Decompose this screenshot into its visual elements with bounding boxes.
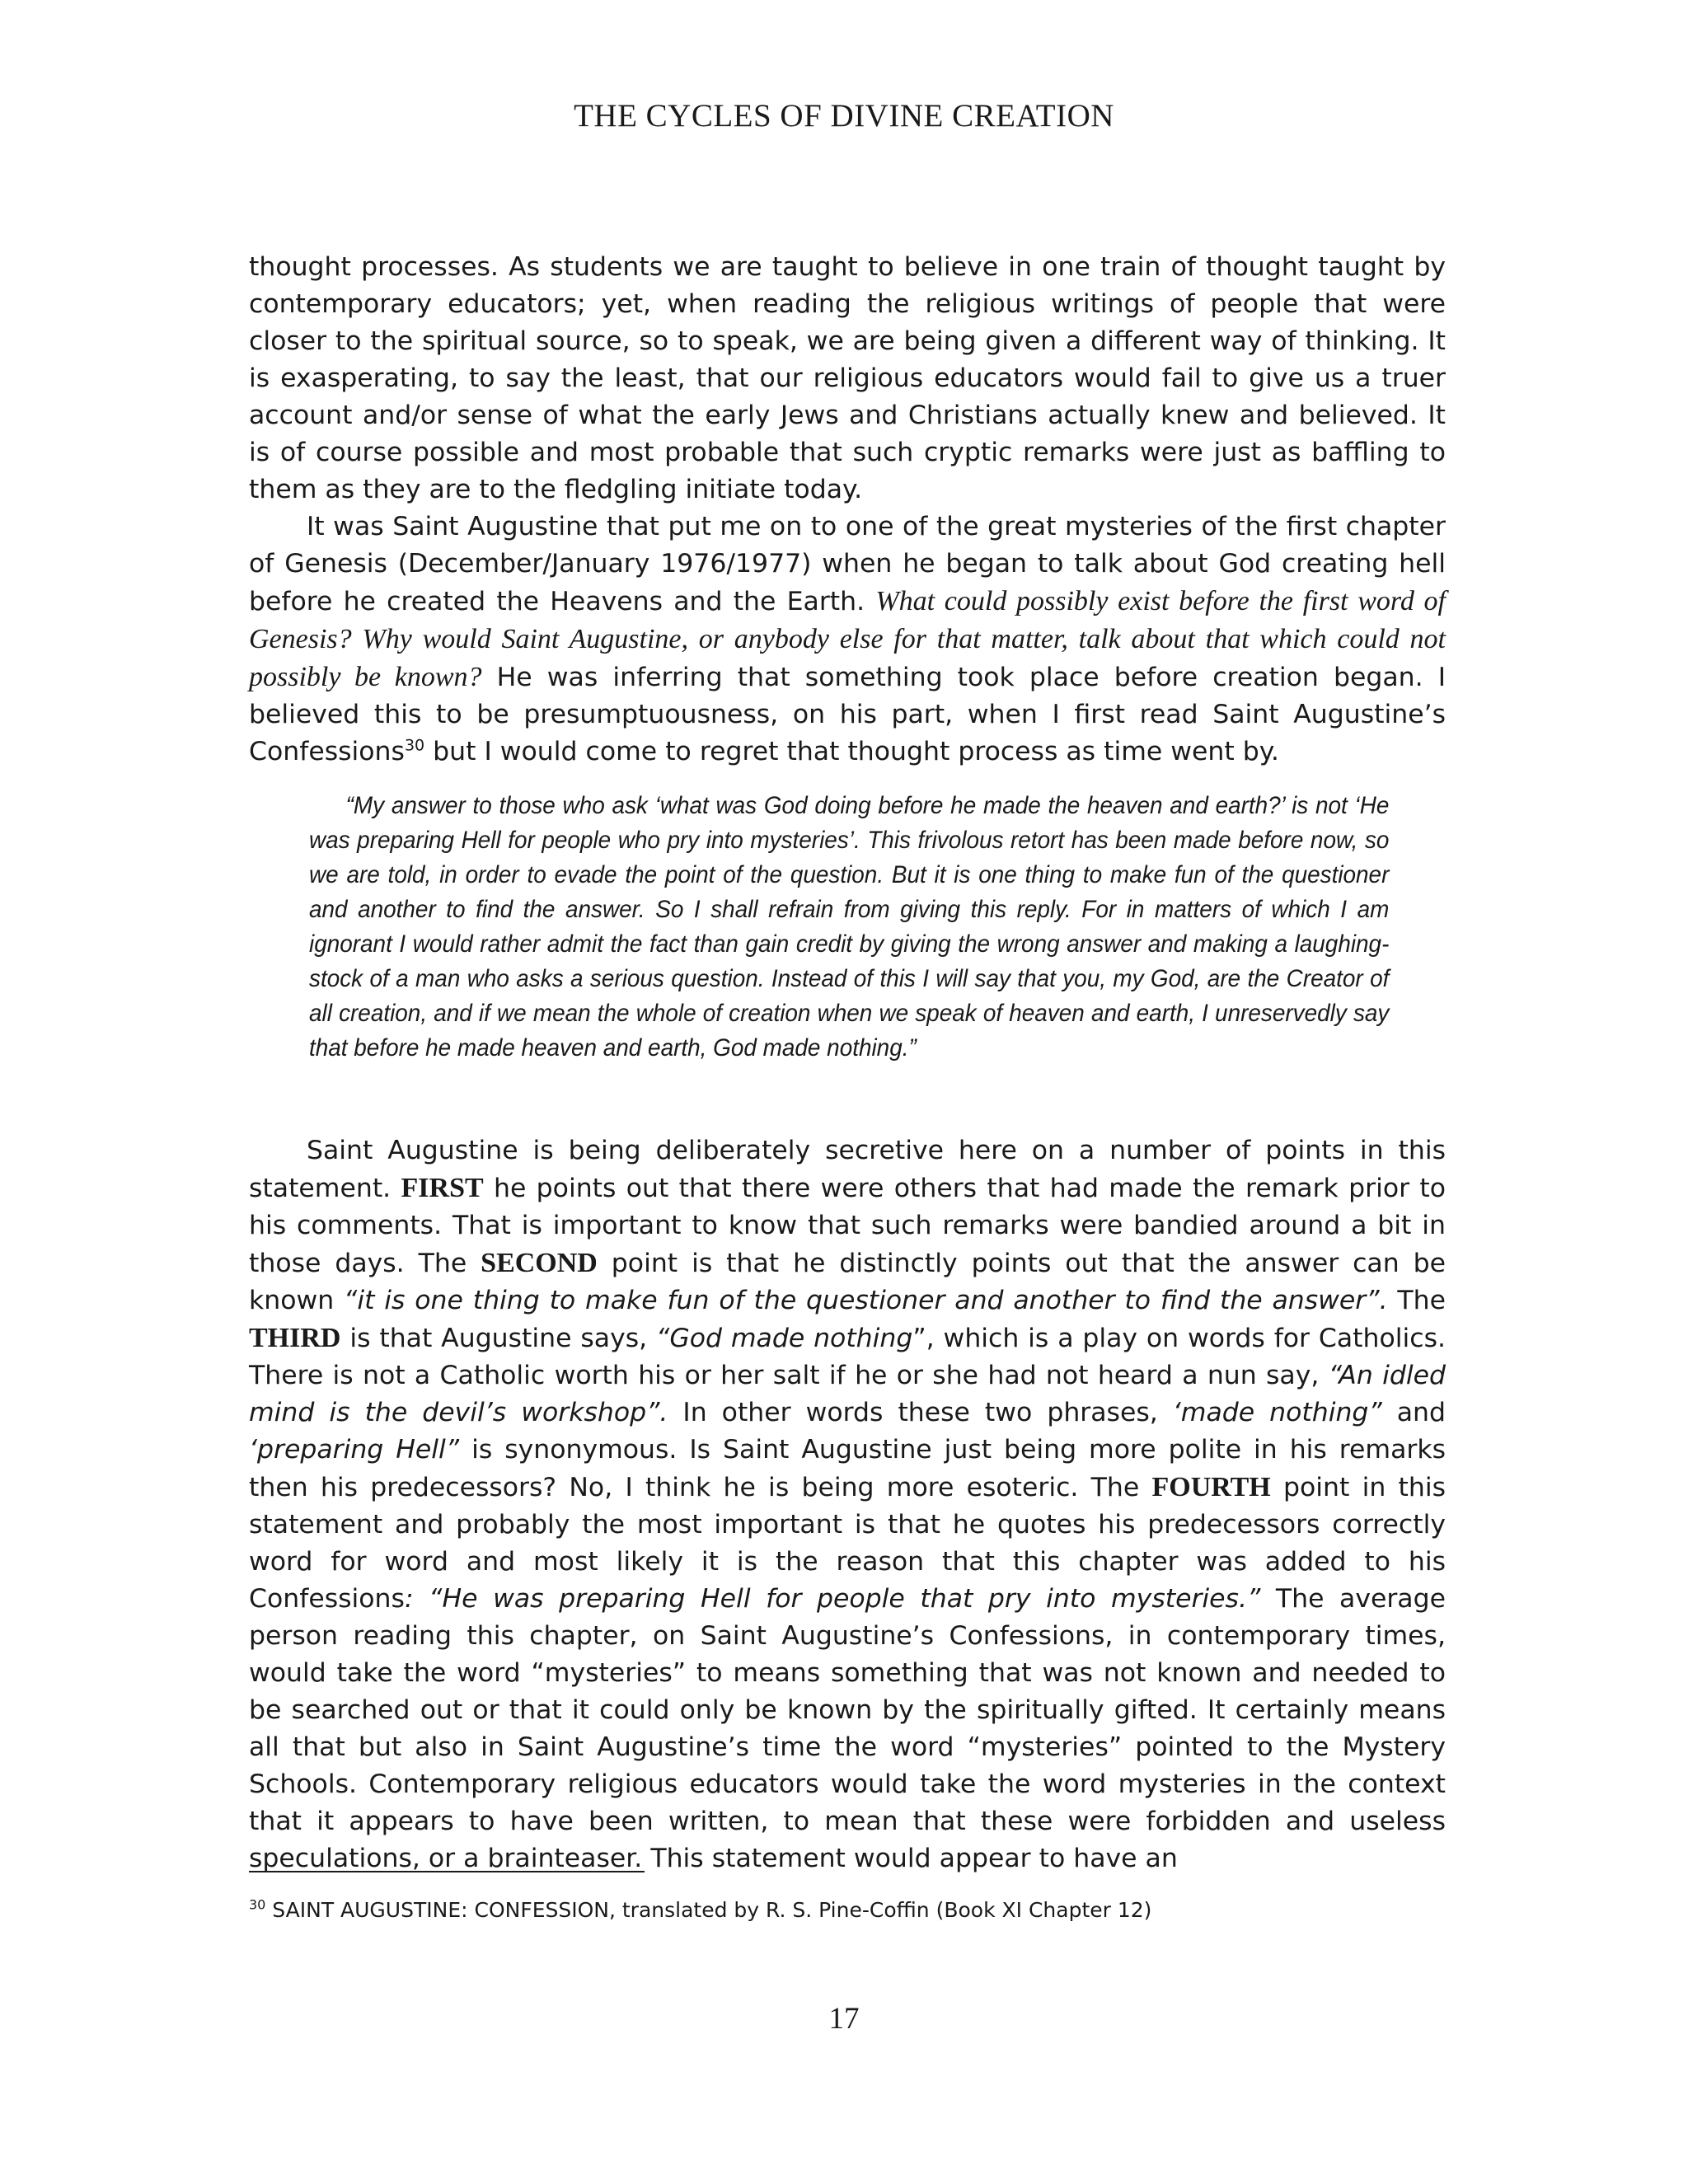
quote-preparing-hell: ‘preparing Hell” (249, 1435, 460, 1465)
running-header-title: THE CYCLES OF DIVINE CREATION (574, 98, 1114, 134)
footnote-divider (249, 1871, 645, 1872)
body-paragraph-1 (249, 249, 1446, 509)
quote-devils-workshop: “An idled mind is the devil’s workshop”. (249, 1361, 1447, 1427)
paragraph-3-text-i: is synonymous. Is Saint Augustine just being more polite in his remarks then his predecessors? No, I think he is being more esoteric. The (249, 1435, 1446, 1502)
paragraph-2-rhetorical-questions: What could possibly exist before the first word of Genesis? Why would Saint Augustine, or anybody else for that matter, talk about that which could not possibly be known? (249, 586, 1446, 692)
point-label-third: THIRD (249, 1323, 341, 1353)
paragraph-3-text-e: is that Augustine says, (340, 1324, 657, 1353)
paragraph-3-text-k: The average person reading this chapter, on Saint Augustine’s Confessions, in contemporary times, would take the word “mysteries” to means something that was not known and needed to be searched out or that it could only be known by the spiritually gifted. It certainly means all that but also in Saint Augustine’s time the word “mysteries” pointed to the Mystery Schools. Contemporary religious educators would take the word mysteries in the context that it appears to have been written, to mean that these were forbidden and useless speculations, or a brainteaser. This statement would appear to have an (249, 1584, 1446, 1873)
paragraph-3-text-g: In other words these two phrases, (668, 1398, 1173, 1427)
quote-god-made-nothing: “God made nothing (656, 1324, 913, 1353)
paragraph-2-text-c: He was inferring that something took place before creation began. I believed this to be presumptuousness, on his part, when I first read Saint Augustine’s Confessions (249, 663, 1446, 766)
paragraph-3-text-j: point in this statement and probably the most important is that he quotes his predecessors correctly word for word and most likely it is the reason that this chapter was added to his Confessions (249, 1473, 1446, 1614)
paragraph-3-text-a: Saint Augustine is being deliberately secretive here on a number of points in this statement. (249, 1136, 1446, 1203)
point-label-second: SECOND (481, 1248, 598, 1278)
point-label-fourth: FOURTH (1151, 1472, 1271, 1502)
quote-find-the-answer: “it is one thing to make fun of the questioner and another to find the answer”. (344, 1286, 1388, 1315)
paragraph-3-text-h: and (1381, 1398, 1447, 1427)
paragraph-3-text-c: point is that he distinctly points out that the answer can be known (249, 1249, 1446, 1315)
quote-made-nothing: ‘made nothing” (1172, 1398, 1382, 1427)
body-paragraph-3 (249, 1132, 1446, 1877)
footnote-reference-30[interactable]: 30 (404, 736, 425, 755)
paragraph-3-text-b: he points out that there were others that had made the remark prior to his comments. That is important to know that such remarks were bandied around a bit in those days. The (249, 1174, 1446, 1278)
paragraph-3-text-f: ”, which is a play on words for Catholics. There is not a Catholic worth his or her salt if he or she had not heard a nun say, (249, 1324, 1447, 1390)
body-paragraph-2 (249, 509, 1446, 771)
paragraph-2-text-d: but I would come to regret that thought process as time went by. (424, 737, 1279, 766)
footnote-30 (249, 1896, 1446, 1925)
footnote-text: SAINT AUGUSTINE: CONFESSION, translated by R. S. Pine-Coffin (Book XI Chapter 12) (265, 1898, 1152, 1922)
paragraph-1-text: thought processes. As students we are taught to believe in one train of thought taught by contemporary educators; yet, when reading the religious writings of people that were closer to the spiritual source, so to speak, we are being given a different way of thinking. It is exasperating, to say the least, that our religious educators would fail to give us a truer account and/or sense of what the early Jews and Christians actually knew and believed. It is of course possible and most probable that such cryptic remarks were just as baffling to them as they are to the fledgling initiate today. (249, 252, 1446, 504)
augustine-block-quote: “My answer to those who ask ‘what was God doing before he made the heaven and earth?’ is not ‘He was preparing Hell for people who pry into mysteries’. This frivolous retort has been made before now, so we are told, in order to evade the point of the question. But it is one thing to make fun of the questioner and another to find the answer. So I shall refrain from giving this reply. For in matters of which I am ignorant I would rather admit the fact than gain credit by giving the wrong answer and making a laughing-stock of a man who asks a serious question. Instead of this I will say that you, my God, are the Creator of all creation, and if we mean the whole of creation when we speak of heaven and earth, I unreservedly say that before he made heaven and earth, God made nothing.” (309, 792, 1390, 1062)
point-label-first: FIRST (401, 1173, 484, 1203)
paragraph-2-text-a: It was Saint Augustine that put me on to one of the great mysteries of the first chapter of Genesis (December/January 1976/1977) when he began to talk about God creating hell before he created the Heavens and the Earth. (249, 512, 1446, 616)
quote-pry-into-mysteries: : “He was preparing Hell for people that pry into mysteries.” (404, 1584, 1261, 1614)
paragraph-3-text-d: The (1387, 1286, 1447, 1315)
footnote-number: 30 (249, 1896, 266, 1913)
page-number: 17 (828, 2002, 860, 2036)
